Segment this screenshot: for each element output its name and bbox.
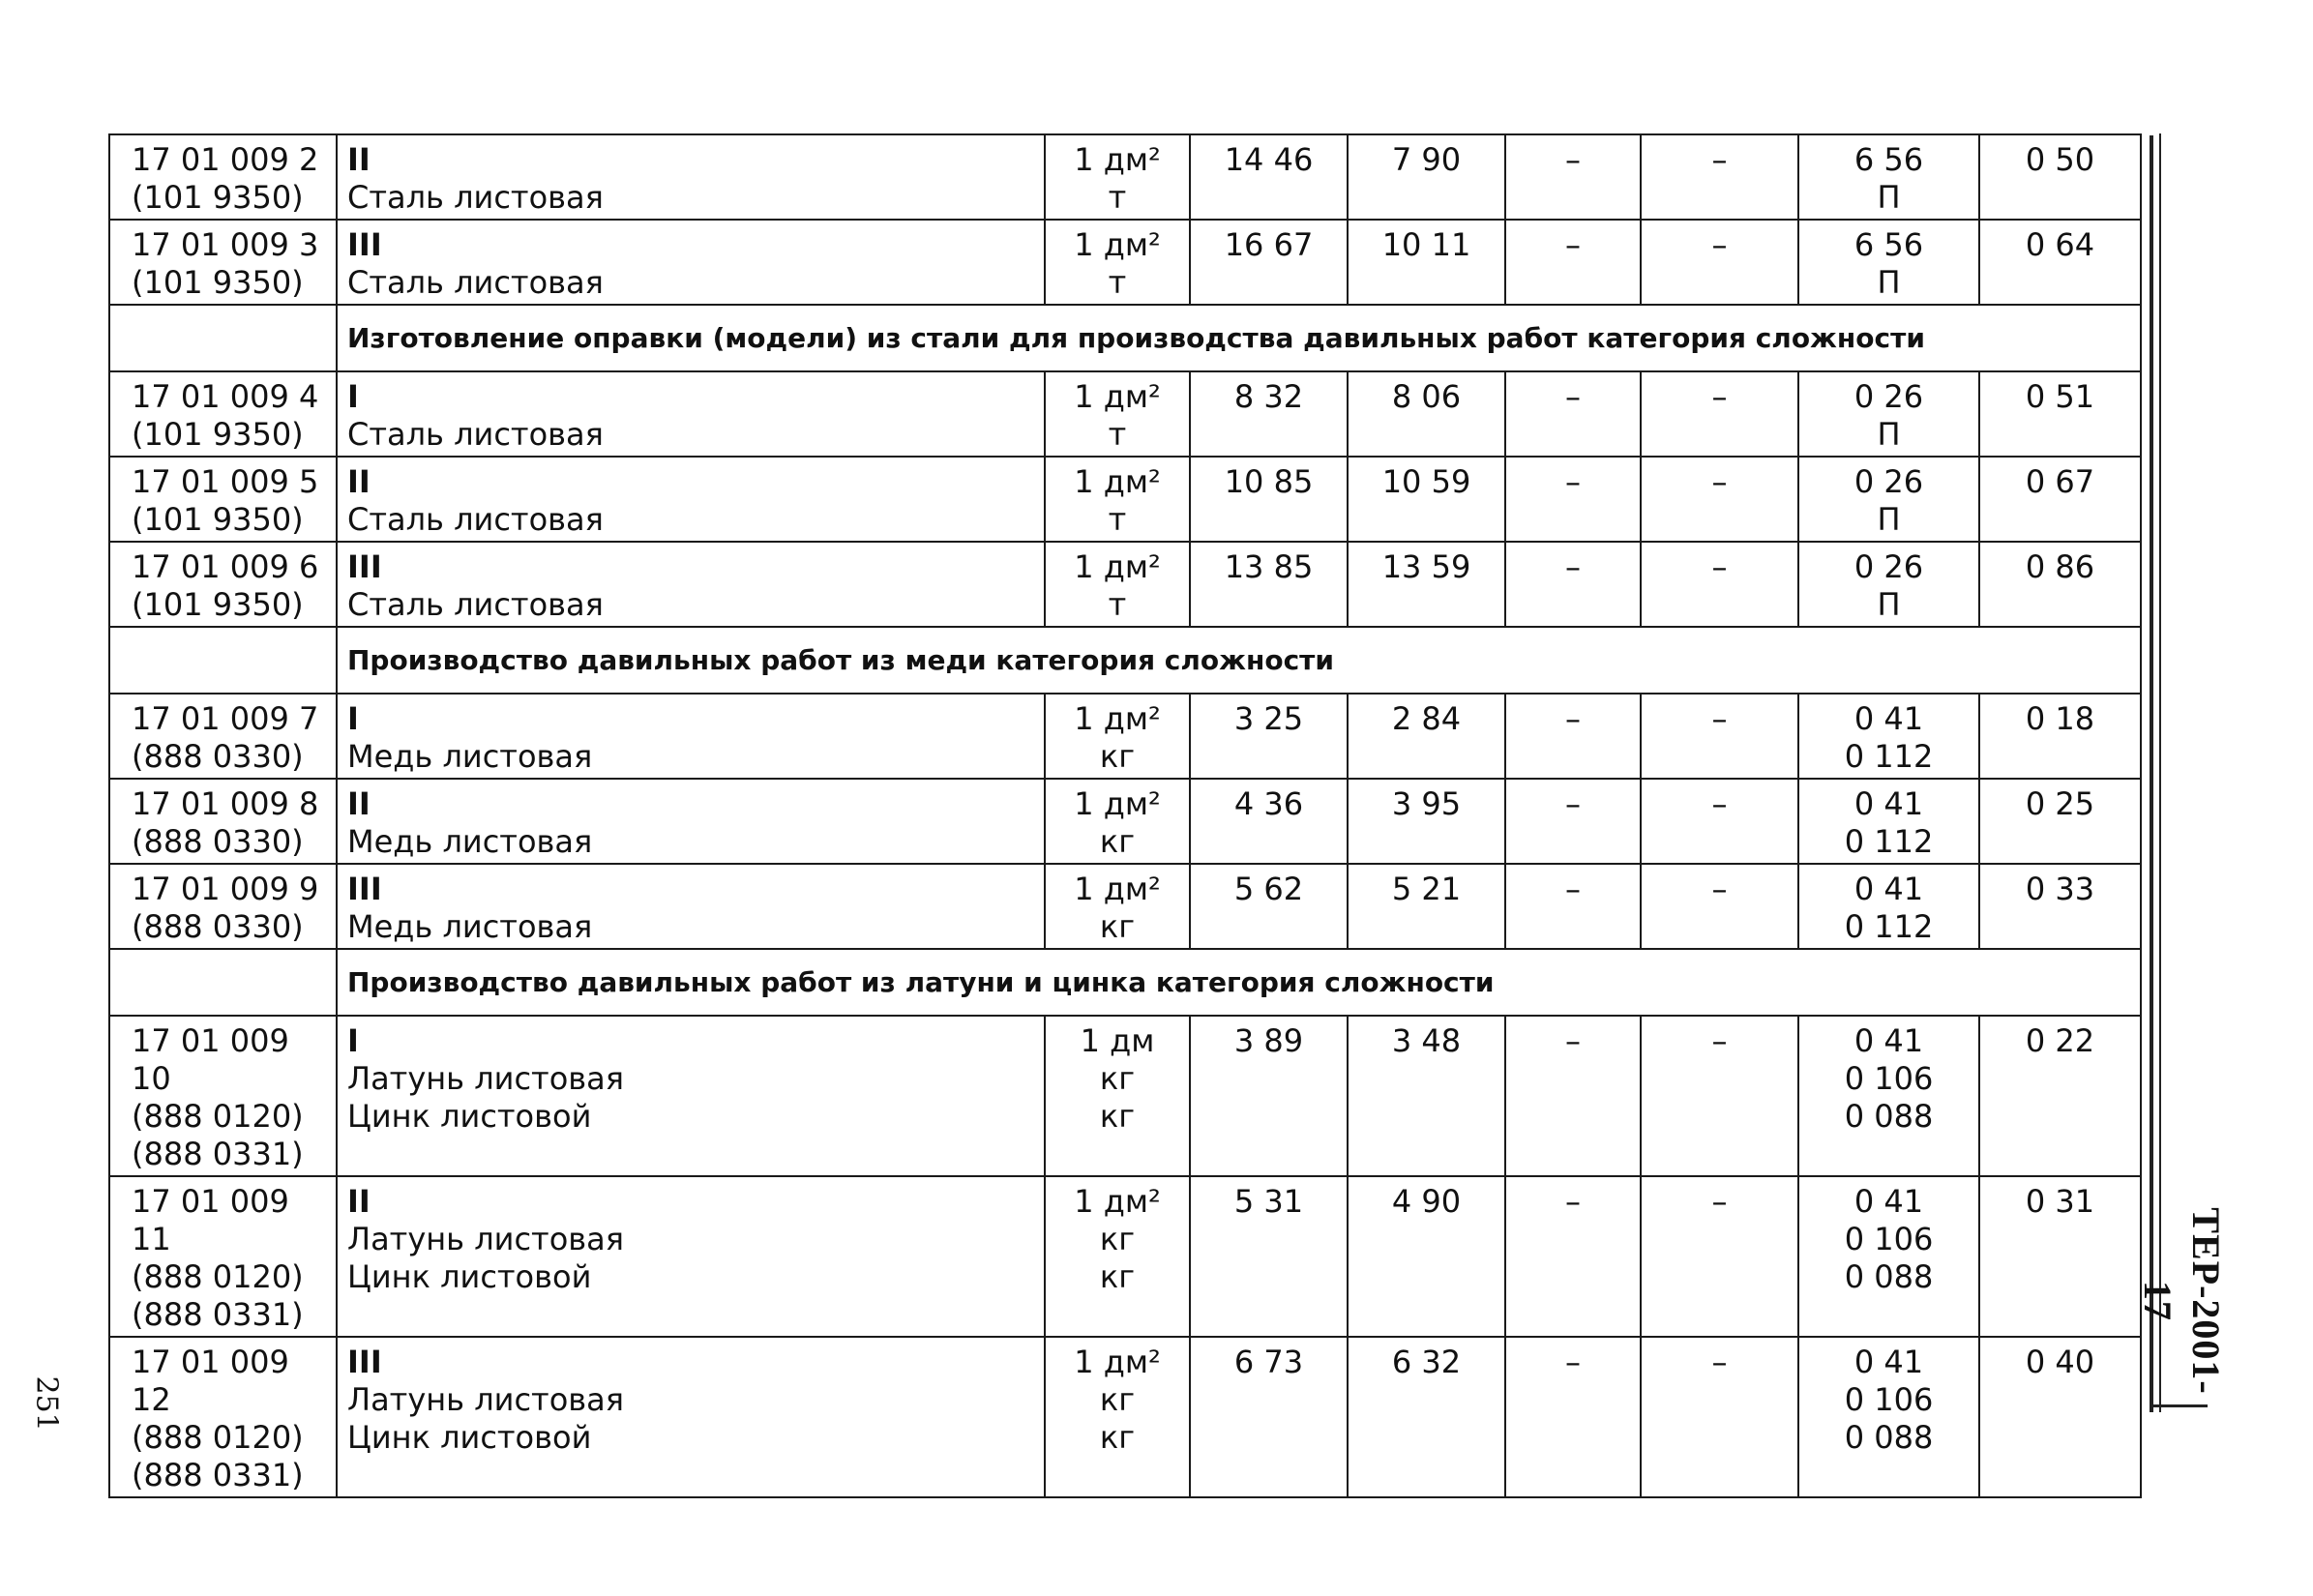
rate-description bbox=[337, 542, 1045, 627]
unit-of-measure bbox=[1045, 864, 1190, 949]
value-c4: – bbox=[1641, 542, 1798, 627]
unit-of-measure bbox=[1045, 220, 1190, 305]
value-c2: 2 84 bbox=[1348, 694, 1505, 779]
table-row bbox=[109, 220, 2141, 305]
cell-line: 0 112 bbox=[1844, 738, 1934, 775]
value-c6: 0 22 bbox=[1979, 1016, 2141, 1176]
cell-line: (888 0331) bbox=[132, 1457, 304, 1493]
cell-line: Сталь листовая bbox=[347, 586, 604, 623]
cell-line: 1 дм² bbox=[1074, 1183, 1161, 1220]
value-c4: – bbox=[1641, 457, 1798, 542]
cell-line: 1 дм² bbox=[1074, 141, 1161, 178]
cell-line: 0 41 bbox=[1853, 1183, 1924, 1220]
section-heading: Производство давильных работ из латуни и цинка категория сложности bbox=[337, 949, 2141, 1016]
value-c6: 0 40 bbox=[1979, 1337, 2141, 1497]
value-c4: – bbox=[1641, 694, 1798, 779]
section-heading: Производство давильных работ из меди категория сложности bbox=[337, 627, 2141, 694]
value-c6: 0 86 bbox=[1979, 542, 2141, 627]
cell-line: 0 112 bbox=[1844, 908, 1934, 945]
cell-line: 17 01 009 12 bbox=[132, 1344, 289, 1418]
cell-line: 0 26 bbox=[1853, 463, 1924, 500]
cell-line: 1 дм² bbox=[1074, 700, 1161, 737]
empty-cell bbox=[109, 305, 337, 371]
cell-line: 17 01 009 5 bbox=[132, 463, 319, 500]
resource-values bbox=[1798, 371, 1979, 457]
value-c1: 13 85 bbox=[1190, 542, 1348, 627]
resource-values bbox=[1798, 864, 1979, 949]
rate-code bbox=[109, 1176, 337, 1337]
cell-line: П bbox=[1877, 586, 1901, 623]
cell-line: (888 0331) bbox=[132, 1296, 304, 1333]
frame-line bbox=[2150, 1404, 2208, 1407]
cell-line: 1 дм² bbox=[1074, 378, 1161, 415]
cell-line: 1 дм² bbox=[1074, 871, 1161, 907]
rate-code bbox=[109, 864, 337, 949]
cell-line: 0 106 bbox=[1844, 1060, 1934, 1097]
cell-line: т bbox=[1108, 179, 1127, 216]
cell-line: Сталь листовая bbox=[347, 416, 604, 453]
value-c1: 16 67 bbox=[1190, 220, 1348, 305]
cell-line: 1 дм bbox=[1080, 1022, 1155, 1059]
rate-description bbox=[337, 864, 1045, 949]
cell-line: Латунь листовая bbox=[347, 1381, 624, 1418]
cell-line: Медь листовая bbox=[347, 908, 593, 945]
rate-description bbox=[337, 1176, 1045, 1337]
cell-line: (888 0330) bbox=[132, 908, 304, 945]
resource-values bbox=[1798, 1337, 1979, 1497]
value-c1: 3 89 bbox=[1190, 1016, 1348, 1176]
cell-line: Цинк листовой bbox=[347, 1419, 592, 1456]
value-c2: 7 90 bbox=[1348, 134, 1505, 220]
cell-line: 17 01 009 9 bbox=[132, 871, 319, 907]
value-c2: 3 48 bbox=[1348, 1016, 1505, 1176]
cell-line: 0 41 bbox=[1853, 700, 1924, 737]
value-c4: – bbox=[1641, 220, 1798, 305]
cell-line: 1 дм² bbox=[1074, 548, 1161, 585]
cell-line: кг bbox=[1099, 823, 1136, 860]
rate-code bbox=[109, 1337, 337, 1497]
unit-of-measure bbox=[1045, 1337, 1190, 1497]
cell-line: 0 41 bbox=[1853, 1022, 1924, 1059]
cell-line: 17 01 009 7 bbox=[132, 700, 319, 737]
unit-of-measure bbox=[1045, 1016, 1190, 1176]
value-c6: 0 25 bbox=[1979, 779, 2141, 864]
cell-line: 1 дм² bbox=[1074, 785, 1161, 822]
value-c2: 13 59 bbox=[1348, 542, 1505, 627]
cell-line: кг bbox=[1099, 1221, 1136, 1257]
value-c3: – bbox=[1505, 864, 1641, 949]
resource-values bbox=[1798, 1176, 1979, 1337]
rate-description bbox=[337, 1337, 1045, 1497]
cell-line: П bbox=[1877, 501, 1901, 538]
value-c3: – bbox=[1505, 779, 1641, 864]
value-c4: – bbox=[1641, 371, 1798, 457]
value-c6: 0 67 bbox=[1979, 457, 2141, 542]
table-row bbox=[109, 779, 2141, 864]
section-heading-row bbox=[109, 627, 2141, 694]
resource-values bbox=[1798, 134, 1979, 220]
rate-code bbox=[109, 371, 337, 457]
cell-line: Латунь листовая bbox=[347, 1060, 624, 1097]
cell-line: кг bbox=[1099, 1098, 1136, 1135]
rates-table bbox=[108, 133, 2142, 1498]
cell-line: (101 9350) bbox=[132, 501, 304, 538]
value-c6: 0 18 bbox=[1979, 694, 2141, 779]
rate-description bbox=[337, 694, 1045, 779]
value-c3: – bbox=[1505, 457, 1641, 542]
table-row bbox=[109, 1337, 2141, 1497]
cell-line: кг bbox=[1099, 1258, 1136, 1295]
section-heading-row bbox=[109, 949, 2141, 1016]
cell-line: 0 41 bbox=[1853, 871, 1924, 907]
table-row bbox=[109, 371, 2141, 457]
cell-line: 0 26 bbox=[1853, 378, 1924, 415]
cell-line: 0 088 bbox=[1844, 1258, 1934, 1295]
cell-line: (101 9350) bbox=[132, 416, 304, 453]
rate-description bbox=[337, 371, 1045, 457]
cell-line: 0 112 bbox=[1844, 823, 1934, 860]
value-c6: 0 33 bbox=[1979, 864, 2141, 949]
cell-line: Медь листовая bbox=[347, 738, 593, 775]
cell-line: (888 0330) bbox=[132, 738, 304, 775]
cell-line: П bbox=[1877, 416, 1901, 453]
cell-line: т bbox=[1108, 501, 1127, 538]
table-row bbox=[109, 864, 2141, 949]
cell-line: 17 01 009 6 bbox=[132, 548, 319, 585]
empty-cell bbox=[109, 627, 337, 694]
value-c1: 6 73 bbox=[1190, 1337, 1348, 1497]
cell-line: Цинк листовой bbox=[347, 1098, 592, 1135]
cell-line: (101 9350) bbox=[132, 586, 304, 623]
section-heading-row bbox=[109, 305, 2141, 371]
cell-line: кг bbox=[1099, 908, 1136, 945]
unit-of-measure bbox=[1045, 1176, 1190, 1337]
value-c4: – bbox=[1641, 1337, 1798, 1497]
rate-code bbox=[109, 1016, 337, 1176]
cell-line: I bbox=[347, 1022, 359, 1059]
cell-line: III bbox=[347, 1344, 382, 1380]
value-c3: – bbox=[1505, 134, 1641, 220]
rate-description bbox=[337, 134, 1045, 220]
rate-description bbox=[337, 457, 1045, 542]
unit-of-measure bbox=[1045, 779, 1190, 864]
value-c6: 0 51 bbox=[1979, 371, 2141, 457]
table-row bbox=[109, 694, 2141, 779]
cell-line: 17 01 009 3 bbox=[132, 226, 319, 263]
table-row bbox=[109, 542, 2141, 627]
cell-line: (888 0120) bbox=[132, 1419, 304, 1456]
cell-line: Латунь листовая bbox=[347, 1221, 624, 1257]
table-body bbox=[109, 134, 2141, 1497]
resource-values bbox=[1798, 542, 1979, 627]
cell-line: (101 9350) bbox=[132, 179, 304, 216]
value-c4: – bbox=[1641, 1016, 1798, 1176]
cell-line: 6 56 bbox=[1853, 141, 1924, 178]
cell-line: 0 26 bbox=[1853, 548, 1924, 585]
rate-description bbox=[337, 1016, 1045, 1176]
cell-line: кг bbox=[1099, 1060, 1136, 1097]
unit-of-measure bbox=[1045, 542, 1190, 627]
cell-line: 6 56 bbox=[1853, 226, 1924, 263]
value-c1: 14 46 bbox=[1190, 134, 1348, 220]
rate-code bbox=[109, 542, 337, 627]
frame-line bbox=[2150, 135, 2153, 1412]
value-c6: 0 64 bbox=[1979, 220, 2141, 305]
cell-line: III bbox=[347, 548, 382, 585]
empty-cell bbox=[109, 949, 337, 1016]
value-c3: – bbox=[1505, 694, 1641, 779]
value-c2: 3 95 bbox=[1348, 779, 1505, 864]
resource-values bbox=[1798, 694, 1979, 779]
value-c6: 0 31 bbox=[1979, 1176, 2141, 1337]
cell-line: 0 41 bbox=[1853, 785, 1924, 822]
table-row bbox=[109, 1176, 2141, 1337]
value-c2: 6 32 bbox=[1348, 1337, 1505, 1497]
value-c2: 4 90 bbox=[1348, 1176, 1505, 1337]
rate-code bbox=[109, 220, 337, 305]
value-c1: 3 25 bbox=[1190, 694, 1348, 779]
cell-line: 1 дм² bbox=[1074, 463, 1161, 500]
cell-line: (888 0120) bbox=[132, 1098, 304, 1135]
value-c3: – bbox=[1505, 1176, 1641, 1337]
value-c2: 10 11 bbox=[1348, 220, 1505, 305]
table-row bbox=[109, 457, 2141, 542]
cell-line: II bbox=[347, 1183, 371, 1220]
rate-code bbox=[109, 694, 337, 779]
rate-code bbox=[109, 457, 337, 542]
document-code: ТЕР-2001-17 bbox=[2136, 1207, 2228, 1395]
cell-line: т bbox=[1108, 586, 1127, 623]
value-c6: 0 50 bbox=[1979, 134, 2141, 220]
cell-line: 1 дм² bbox=[1074, 226, 1161, 263]
cell-line: Медь листовая bbox=[347, 823, 593, 860]
cell-line: П bbox=[1877, 264, 1901, 301]
resource-values bbox=[1798, 220, 1979, 305]
cell-line: II bbox=[347, 463, 371, 500]
cell-line: 17 01 009 8 bbox=[132, 785, 319, 822]
unit-of-measure bbox=[1045, 134, 1190, 220]
section-heading: Изготовление оправки (модели) из стали для производства давильных работ категория сложности bbox=[337, 305, 2141, 371]
cell-line: 0 106 bbox=[1844, 1221, 1934, 1257]
cell-line: (888 0331) bbox=[132, 1136, 304, 1172]
cell-line: П bbox=[1877, 179, 1901, 216]
table-row bbox=[109, 134, 2141, 220]
cell-line: (888 0330) bbox=[132, 823, 304, 860]
resource-values bbox=[1798, 457, 1979, 542]
cell-line: 0 106 bbox=[1844, 1381, 1934, 1418]
cell-line: кг bbox=[1099, 1381, 1136, 1418]
value-c1: 5 31 bbox=[1190, 1176, 1348, 1337]
value-c2: 10 59 bbox=[1348, 457, 1505, 542]
unit-of-measure bbox=[1045, 694, 1190, 779]
value-c3: – bbox=[1505, 542, 1641, 627]
value-c4: – bbox=[1641, 779, 1798, 864]
page-number: 251 bbox=[29, 1375, 64, 1432]
value-c1: 8 32 bbox=[1190, 371, 1348, 457]
cell-line: Сталь листовая bbox=[347, 264, 604, 301]
cell-line: I bbox=[347, 700, 359, 737]
value-c2: 5 21 bbox=[1348, 864, 1505, 949]
cell-line: 17 01 009 2 bbox=[132, 141, 319, 178]
cell-line: 0 41 bbox=[1853, 1344, 1924, 1380]
resource-values bbox=[1798, 1016, 1979, 1176]
table-row bbox=[109, 1016, 2141, 1176]
rate-description bbox=[337, 779, 1045, 864]
value-c4: – bbox=[1641, 1176, 1798, 1337]
value-c1: 10 85 bbox=[1190, 457, 1348, 542]
value-c1: 5 62 bbox=[1190, 864, 1348, 949]
cell-line: 1 дм² bbox=[1074, 1344, 1161, 1380]
value-c2: 8 06 bbox=[1348, 371, 1505, 457]
cell-line: 17 01 009 10 bbox=[132, 1022, 289, 1097]
cell-line: III bbox=[347, 226, 382, 263]
frame-line bbox=[2159, 133, 2161, 1412]
cell-line: 0 088 bbox=[1844, 1419, 1934, 1456]
value-c4: – bbox=[1641, 864, 1798, 949]
cell-line: III bbox=[347, 871, 382, 907]
cell-line: II bbox=[347, 141, 371, 178]
value-c1: 4 36 bbox=[1190, 779, 1348, 864]
rate-code bbox=[109, 134, 337, 220]
cell-line: Сталь листовая bbox=[347, 179, 604, 216]
cell-line: т bbox=[1108, 264, 1127, 301]
rate-description bbox=[337, 220, 1045, 305]
cell-line: т bbox=[1108, 416, 1127, 453]
cell-line: I bbox=[347, 378, 359, 415]
value-c3: – bbox=[1505, 1337, 1641, 1497]
cell-line: (101 9350) bbox=[132, 264, 304, 301]
value-c4: – bbox=[1641, 134, 1798, 220]
unit-of-measure bbox=[1045, 457, 1190, 542]
cell-line: (888 0120) bbox=[132, 1258, 304, 1295]
cell-line: Сталь листовая bbox=[347, 501, 604, 538]
resource-values bbox=[1798, 779, 1979, 864]
rate-code bbox=[109, 779, 337, 864]
cell-line: II bbox=[347, 785, 371, 822]
value-c3: – bbox=[1505, 371, 1641, 457]
cell-line: кг bbox=[1099, 1419, 1136, 1456]
cell-line: 17 01 009 11 bbox=[132, 1183, 289, 1257]
value-c3: – bbox=[1505, 220, 1641, 305]
cell-line: 0 088 bbox=[1844, 1098, 1934, 1135]
cell-line: 17 01 009 4 bbox=[132, 378, 319, 415]
cell-line: кг bbox=[1099, 738, 1136, 775]
cell-line: Цинк листовой bbox=[347, 1258, 592, 1295]
unit-of-measure bbox=[1045, 371, 1190, 457]
value-c3: – bbox=[1505, 1016, 1641, 1176]
